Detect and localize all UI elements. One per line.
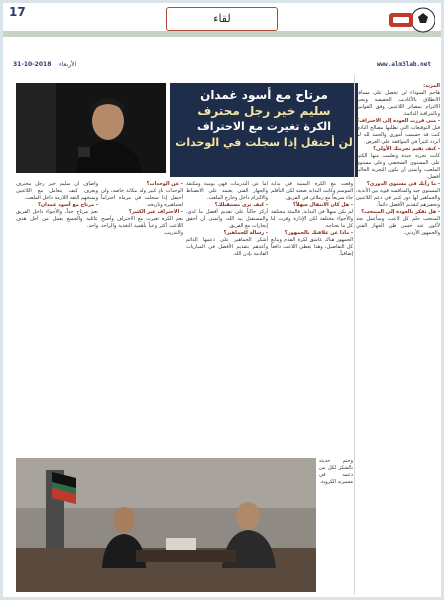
column-paragraph: لم يكن سهلاً في البداية، فالبيئة مختلفة والأجواء مختلفة لكن الإدارة وفرت لنا كل ما نحتاجه. [271,209,353,229]
column-paragraph: كانت تجربة جيدة وتعلمت منها الكثير على المستوى الشخصي وعلى مستوى الملعب، وأتمنى أن تكون التجربة الحالية أفضل. [356,153,440,180]
column-divider [354,75,355,595]
text-column-e [16,181,98,451]
header-band [3,31,441,37]
column-paragraph: نعم الكرة تغيرت مع الاحتراف وأصبح اللاعب أكثر وعياً بأهمية التغذية والراحة والتدريب. [101,216,183,236]
section-label: لقاء [166,7,278,31]
issue-date: 31-10-2018 [13,61,52,68]
column-paragraph: نعم مرتاح جداً، والأجواء داخل الفريق عائلية والجميع يعمل من أجل هدف واحد. [16,209,98,229]
column-paragraph: أشكر الجماهير على دعمها الدائم وأعدهم بتقديم الأفضل في المباريات القادمة بإذن الله. [186,237,268,257]
title-line-4: لن أحتفل إذا سجلت في الوحدات [175,136,353,149]
column-paragraph: - كيف تقيم تجربتك الأولى؟ [373,146,440,152]
interview-photo [16,458,316,592]
column-paragraph: - كيف ترى مستقبلك؟ [214,202,268,208]
column-paragraph: هاجم السوداء لن تحصل على مسافة الانطلاق بالأكاذيب الحقيقية ويجب الالتزام بمصائر اللاعبين وفق القوانين وبالمراقبة الدائمة. [356,90,440,117]
column-paragraph: المزيد: [423,83,440,89]
column-paragraph: - ماذا عن علاقتك بالجمهور؟ [284,230,353,236]
column-paragraph: وختم حديثه بالشكر لكل من دعمه في مسيرته الكروية. [319,458,353,485]
website-url: www.alm3lab.net [376,61,431,68]
column-paragraph: الوحدات نادٍ كبير وله مكانة خاصة، ولن أحتفل إذا سجلت في مرماه احتراماً لجماهيره وتاريخه. [101,188,183,208]
text-column-d [101,181,183,451]
column-paragraph: - هل كان الانتقال سهلاً؟ [292,202,353,208]
column-paragraph: قبل التوقيعات التي تطلبها مصالح النادي كنت قد حسمت أموري والحمد لله لم أتردد كثيراً في الموافقة على العرض. [356,125,440,145]
column-paragraph: أما عن التدريبات فهي يومية ومكثفة والجهاز الفني يعتمد على الانضباط والالتزام داخل وخارج الملعب. [186,181,268,201]
title-line-3: الكرة تغيرت مع الاحتراف [197,120,331,133]
text-column-a [356,83,440,591]
column-paragraph: - عن الوحدات؟ [146,181,183,187]
player-portrait-photo [16,83,166,173]
column-paragraph: المستوى جيد والمنافسة قوية بين الأندية، والجماهير لها دور كبير في دعم اللاعبين وتحفيزهم لتقديم الأفضل دائماً. [356,188,440,208]
column-paragraph: وقعت مع الكرة اليمنية في بداية الموسم وكانت البداية صعبة لكن التأقلم جاء سريعاً مع زملائي في الفريق. [271,181,353,201]
column-paragraph: - ما رأيك في مستوى الدوري؟ [366,181,440,187]
page-number: 17 [9,5,26,19]
title-line-2: سليم خير رجل محترف [197,104,331,118]
column-paragraph: الجمهور هناك عاشق لكرة القدم ويتابع كل التفاصيل، وهذا يعطي اللاعب دافعاً إضافياً. [271,237,353,257]
text-column-b [271,181,353,451]
column-paragraph: - متى قررت العودة إلى الاحتراف؟ [356,118,440,124]
column-paragraph: - مرتاح مع أسود غمدان؟ [38,202,98,208]
column-paragraph: - الاحتراف غير الكثير؟ [128,209,183,215]
title-line-1: مرتاح مع أسود غمدان [200,88,328,102]
column-paragraph: أركز حالياً على تقديم أفضل ما لدي، والمستقبل بيد الله، وأتمنى أن أحقق إنجازات مع الفريق. [186,209,268,229]
column-paragraph: - رسالة للجماهير؟ [223,230,268,236]
column-paragraph: وأضاف أن سليم خير رجل محترف ويعرف كيف يتعامل مع اللاعبين ويمنحهم الثقة اللازمة داخل الملعب. [16,181,98,201]
issue-day: الأربعاء [59,61,77,68]
text-column-f [319,458,353,592]
column-paragraph: - هل تفكر بالعودة إلى المنتخب؟ [361,209,440,215]
column-paragraph: المنتخب حلم كل لاعب، وسأعمل بجد لأكون عند حسن ظن الجهاز الفني والجمهور الأردني. [356,216,440,236]
article-title [170,83,358,177]
text-column-c [186,181,268,451]
magazine-page [3,3,441,597]
magazine-logo [387,5,435,35]
